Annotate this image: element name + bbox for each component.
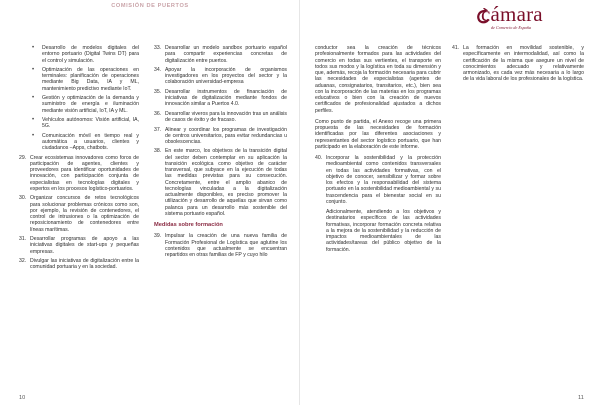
numbered-item [154, 89, 287, 108]
section-subheading: Medidas sobre formación [154, 222, 223, 229]
numbered-list [154, 233, 287, 258]
item-number: 38. [154, 148, 162, 155]
numbered-item [19, 258, 139, 271]
bullet-item: • Gestión y optimización de la demanda y suministro de energía e iluminación mediante visión artificial, IoT, IA y ML. [32, 95, 139, 114]
bullet-item: • Desarrollo de modelos digitales del entorno portuario (Digital Twins DT) para el control y simulación. [32, 45, 139, 64]
column-3 [315, 45, 441, 258]
page-number-right: 11 [578, 395, 584, 401]
item-number: 35. [154, 88, 162, 95]
running-head: COMISIÓN DE PUERTOS [111, 3, 189, 9]
item-text: Desarrollar instrumentos de financiación de iniciativas de digitalización mediante fondos de innovación similar a Puertos 4.0. [165, 88, 287, 108]
item-text: Crear ecosistemas innovadores como foros de participación de agentes, clientes y proveedores para identificar oportunidades de innovación, con participación conjunta de especialistas en tecnologías digitales y expertos en los procesos logístico-portuarios. [30, 154, 139, 192]
numbered-item [154, 111, 287, 124]
paragraph: conductor sea la creación de técnicos profesionalmente formados para las actividades del comercio en todas sus vertientes, el transporte en todos sus modos y la logística en toda su dimensión y que, además, recoja la formación necesaria para cubrir las necesidades de especialistas (agentes de aduanas, consignatarios, transitarios, etc.), bien sea con la incorporación de las materias en los programas educativos o bien con la creación de nuevos certificados de profesionalidad ajustados a dichos perfiles. [315, 45, 441, 114]
numbered-item [19, 236, 139, 255]
item-text: Organizar concursos de retos tecnológicos para solucionar problemas crónicos como son, por ejemplo, la revisión de contenedores, el control de intrusiones o la optimización de reposicionamiento de contenedores entre líneas marítimas. [30, 195, 139, 233]
numbered-item [452, 45, 584, 83]
numbered-list [19, 155, 139, 271]
item-number: 29. [19, 154, 27, 161]
item-number: 33. [154, 45, 162, 51]
numbered-item [19, 195, 139, 233]
numbered-item [154, 67, 287, 86]
item-text: Apoyar la incorporación de organismos investigadores en los proyectos del sector y la colaboración universidad-empresa [165, 66, 287, 86]
numbered-item [154, 45, 287, 64]
item-number: 39. [154, 233, 162, 240]
item-text: Desarrollar programas de apoyo a las iniciativas digitales de start-ups y pequeñas empresas. [30, 236, 139, 255]
numbered-item [154, 233, 287, 258]
item-text: Impulsar la creación de una nueva familia de Formación Profesional de Logística que aglutine los contenidos que actualmente se encuentran repartidos en otras familias de FP y cuyo hilo [165, 233, 287, 259]
bullet-item: • Vehículos autónomos: Visión artificial, IA, 5G. [32, 117, 139, 130]
item-number: 36. [154, 110, 162, 117]
item-text: Divulgar las iniciativas de digitalización entre la comunidad portuaria y en la sociedad. [30, 258, 139, 271]
numbered-item [154, 127, 287, 146]
bullet-item: • Optimización de las operaciones en terminales: planificación de operaciones mediante Big Data, IA y ML, mantenimiento predictivo mediante IoT. [32, 67, 139, 92]
column-4 [452, 45, 584, 86]
item-text: Alinear y coordinar los programas de investigación de centros universitarios, para evitar redundancias u obsolescencias. [165, 126, 287, 145]
column-2 [154, 45, 287, 262]
bullet-item: • Comunicación móvil en tiempo real y automática a usuarios, clientes y ciudadanos –Apps, chatbots. [32, 133, 139, 152]
paragraph: Adicionalmente, atendiendo a los objetivos y destinatarios específicos de las actividades formativas, incorporar formación concreta relativa a la mejora de la sostenibilidad y la reducción de impactos medioambientales de las actividades/tareas del público objetivo de la formación. [326, 209, 441, 253]
item-text: Incorporar la sostenibilidad y la protección medioambiental como contenidos transversales en todas las actividades formativas, con el objetivo de conocer, sensibilizar y formar sobre los efectos y la responsabilidad del sistema portuario en la sostenibilidad medioambiental y su trascendencia para el bienestar social en su conjunto. [326, 155, 441, 205]
bullet-list [32, 45, 139, 152]
column-1 [19, 45, 139, 274]
camara-logo [476, 2, 543, 32]
item-text: En este marco, los objetivos de la transición digital del sector deben contemplar en su aplicación la transición ecológica como objetivo de carácter transversal, que subyace en la ejecución de todas las medidas previstas para su consecución. Concretamente, entre el amplio abanico de tecnologías vinculadas a la digitalización actualmente disponibles, es preciso promover la utilización y desarrollo de aquellas que sirvan como palanca para un desarrollo más sostenible del sistema portuario español. [165, 148, 287, 217]
item-number: 34. [154, 66, 162, 73]
numbered-list [154, 45, 287, 217]
item-number: 40. [315, 155, 323, 161]
item-text: Desarrollar viveros para la innovación tras un análisis de casos de éxito y de fracaso. [165, 110, 287, 124]
paragraph: Como punto de partida, el Anexo recoge una primera propuesta de las necesidades de formación identificadas por las diferentes asociaciones y representantes del sector logístico portuario, que han participado en la elaboración de este informe. [315, 118, 441, 150]
item-text: Desarrollar un modelo sandbox portuario español para compartir experiencias concretas de digitalización entre puertos. [165, 45, 287, 64]
item-text: La formación en movilidad sostenible, y específicamente en intermodalidad, así como la certificación de la misma que asegure un nivel de conocimientos adecuado y relativamente armonizado, es cada vez más necesaria a lo largo de la vida laboral de los profesionales de la logística. [463, 45, 584, 83]
numbered-list [452, 45, 584, 83]
numbered-item [19, 155, 139, 193]
logo-tagline: de Comercio de España [491, 25, 531, 30]
item-number: 37. [154, 126, 162, 133]
numbered-list [315, 155, 441, 205]
item-number: 31. [19, 236, 27, 243]
logo-wordmark: cámara [481, 2, 543, 26]
item-number: 30. [19, 195, 27, 202]
numbered-item [154, 148, 287, 217]
page-number-left: 10 [19, 395, 26, 401]
numbered-item [315, 155, 441, 205]
item-number: 32. [19, 258, 27, 264]
item-number: 41. [452, 45, 460, 51]
